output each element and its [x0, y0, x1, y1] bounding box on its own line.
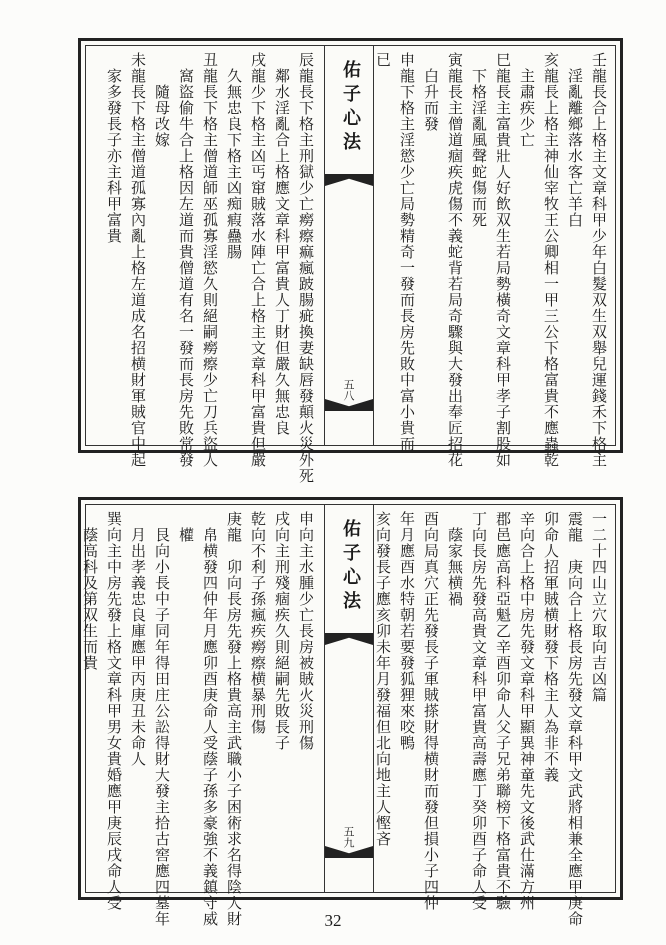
text-column: 月出孝義忠良庫應甲丙庚丑未命人	[129, 511, 147, 767]
text-column: 申龍下格主淫慾少亡局勢精奇一發而長房先敗中富小貴而	[398, 52, 416, 452]
text-column: 震龍 庚向合上格長房先發文章科甲文武將相兼全應甲庚命	[566, 511, 584, 927]
text-column: 下格淫亂風聲蛇傷而死	[470, 52, 488, 228]
book-title: 佑子心法	[340, 519, 361, 615]
text-column: 庚龍 卯向長房先發上格貴高主武職小子困術求名得陰人財	[225, 511, 243, 927]
text-column: 巳龍長主富貴壯人好飲双生若局勢橫奇文章科甲孝子割股如	[494, 52, 512, 468]
folio-number: 五八	[342, 379, 355, 401]
text-column: 淫亂離鄉落水客亡羊白	[566, 52, 584, 228]
text-column: 鄰水淫亂合上格應文章科甲富貴人丁財但嚴久無忠良	[273, 52, 291, 436]
text-column: 卯命人招軍賊横財發下格主人為非不義	[542, 511, 560, 783]
top-spine	[324, 46, 374, 445]
page-number: 32	[324, 911, 342, 930]
bottom-left-text-block	[81, 505, 324, 927]
section-heading: 一二十四山立穴取向吉凶篇	[590, 511, 608, 703]
text-column: 壬龍長合上格主文章科甲少年白髮双生双舉兒運錢禾下格主	[590, 52, 608, 468]
text-column: 已	[374, 52, 392, 68]
text-column: 帛横發四仲年月應卯酉庚命人受蔭子孫多豪強不義鎮守威	[201, 511, 219, 927]
bottom-spine	[324, 505, 374, 892]
bottom-right-text-block	[359, 505, 615, 927]
book-title: 佑子心法	[340, 60, 361, 156]
text-column: 年月應酉水特朝若要發狐狸來咬鴨	[398, 511, 416, 751]
top-left-text-block	[86, 46, 324, 484]
text-column: 辛向合上格中房先發文章科甲顯異神童先文後武仕滿方州	[518, 511, 536, 911]
top-right-text-block	[359, 46, 615, 468]
text-column: 窩盜偷牛合上格因左道而貴僧道有名一發而長房先敗常發	[177, 52, 195, 468]
text-column: 白升而發	[422, 52, 440, 132]
text-column: 丑龍長下格主僧道師巫孤寡淫慾久則絕嗣癆瘵少亡刀兵盜人	[201, 52, 219, 468]
text-column: 乾向不利子孫瘋疾癆瘵横暴刑傷	[249, 511, 267, 735]
text-column: 巽向主中房先發上格文章科甲男女貴婚應甲庚辰戌命人受	[105, 511, 123, 911]
top-page	[78, 38, 623, 484]
text-column: 艮向小長中子同年得田庄公訟得財大發主拾古窖應四墓年	[153, 511, 171, 927]
text-column: 久無忠良下格主凶痴瘕蠱腸	[225, 52, 243, 260]
folio-number: 五九	[342, 826, 355, 848]
text-column: 申向主水腫少亡長房被賊火災刑傷	[297, 511, 315, 751]
text-column: 亥龍長上格主神仙宰牧王公卿相一甲三公下格富貴不應蟲乾	[542, 52, 560, 468]
fishtail-mark	[325, 174, 373, 186]
text-column: 丁向長房先發高貴文章科甲富貴高壽應丁癸卯酉子命人受	[470, 511, 488, 911]
text-column: 家多發長子亦主科甲富貴	[105, 52, 123, 244]
text-column: 酉向局真穴正先發長子軍賊搽財得横財而發但損小子四仲	[422, 511, 440, 911]
text-column: 郡邑應高科亞魁乙辛酉卯命人父子兄弟聯榜下格富貴不驗	[494, 511, 512, 911]
text-column: 戌龍少下格主凶丐窜賊落水陣亡合上格主文章科甲富貴但嚴	[249, 52, 267, 468]
text-column: 權	[177, 511, 195, 543]
text-column: 辰龍長下格主刑獄少亡癆瘵痲瘋跛腸疵換妻缺唇發顛火災外死	[297, 52, 315, 484]
top-page-frame	[85, 45, 616, 484]
text-column: 戌向主刑殘痼疾久則絕嗣先敗長子	[273, 511, 291, 751]
text-column: 隨母改嫁	[153, 52, 171, 148]
text-column: 主肅疾少亡	[518, 52, 536, 148]
text-column: 蔭家無横禍	[446, 511, 464, 607]
text-column: 寅龍長主僧道痼疾虎傷不義蛇背若局奇驟與大發出奉匠招花	[446, 52, 464, 468]
text-column: 亥向發長子應亥卯未年月發福但北向地主人慳吝	[374, 511, 392, 847]
text-column: 未龍長下格主僧道孤寡內亂上格左道成名招横財軍賊官中起	[129, 52, 147, 468]
text-column: 蔭高科及第双生而貴	[81, 511, 99, 671]
fishtail-mark	[325, 633, 373, 645]
